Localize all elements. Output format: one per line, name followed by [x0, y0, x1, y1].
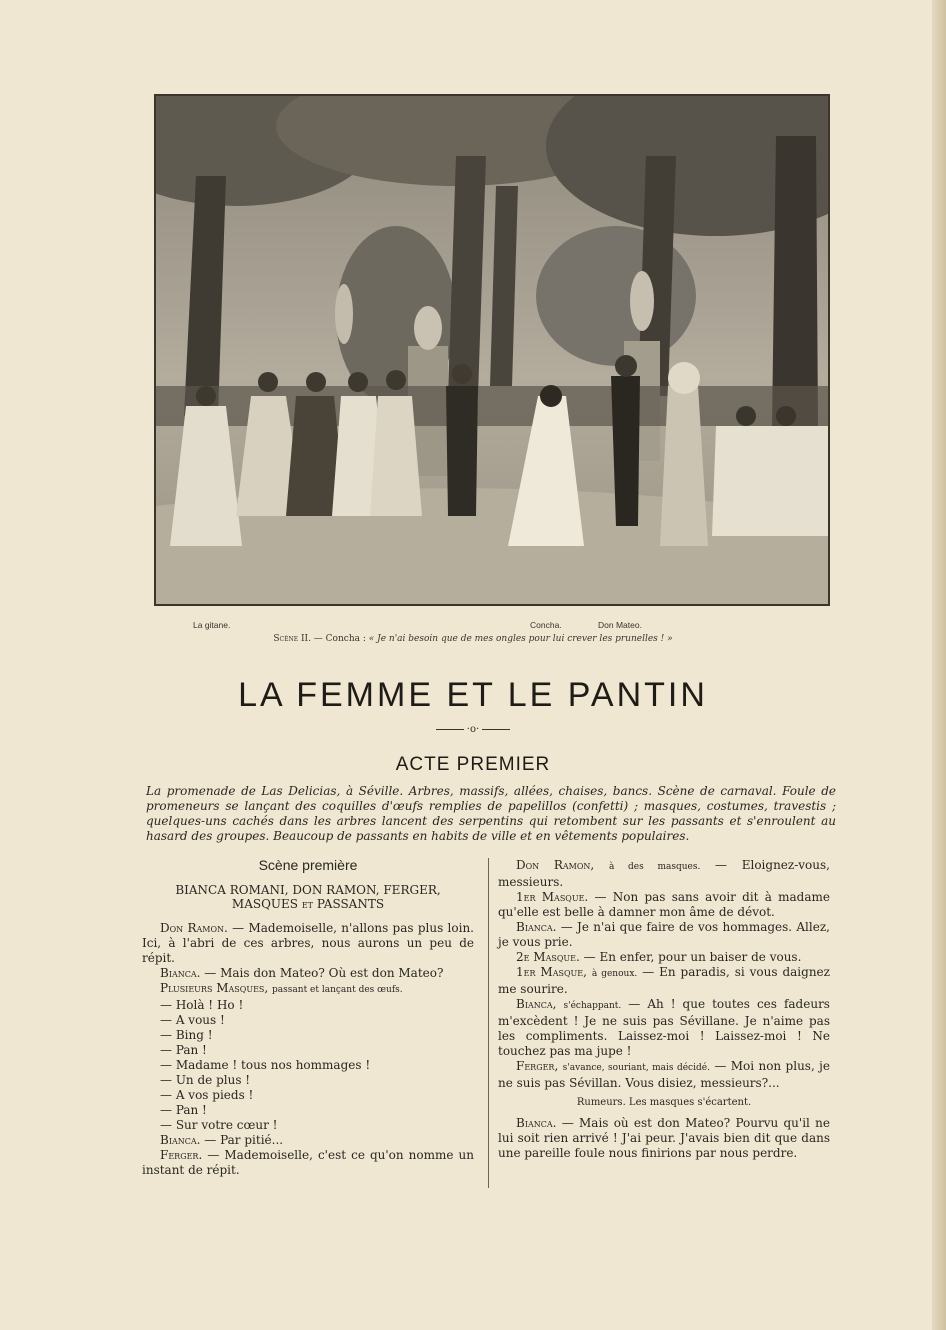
cry: — A vous !	[160, 1013, 225, 1027]
line-masque-1b: 1er Masque, à genoux. — En paradis, si vous daignez me sourire.	[498, 965, 830, 996]
line-bianca-2: Bianca. — Par pitié...	[160, 1133, 284, 1147]
scene-persons: BIANCA ROMANI, DON RAMON, FERGER, MASQUES et PASSANTS	[175, 883, 441, 911]
caption-speaker: Concha :	[325, 634, 366, 644]
stage-direction: La promenade de Las Delicias, à Séville. Arbres, massifs, allées, chaises, bancs. Scène de carnaval. Foule de promeneurs se lançant des coquilles d'œufs remplies de papelillos (confetti) ; masques, costumes, travestis ; quelques-uns cachés dans les arbres lancent des serpentins qui retombent sur les passants et s'enroulent au hasard des groupes. Beaucoup de passants en habits de ville et en vêtements populaires.	[146, 784, 836, 843]
caption-don-mateo: Don Mateo.	[598, 620, 642, 630]
line-masques: Plusieurs Masques, passant et lançant des œufs.	[160, 981, 403, 995]
photo-caption-names	[0, 620, 946, 634]
cry: — A vos pieds !	[160, 1088, 254, 1102]
line-bianca-5: Bianca. — Mais où est don Mateo? Pourvu qu'il ne lui soit rien arrivé ! J'ai peur. J'avais bien dit que dans une pareille foule nous finirions par nous perdre.	[498, 1116, 830, 1160]
caption-scene-label: Scène II.	[273, 634, 311, 644]
title-ornament: ·o·	[0, 724, 946, 735]
cry: — Un de plus !	[160, 1073, 251, 1087]
cry: — Madame ! tous nos hommages !	[160, 1058, 371, 1072]
cry: — Pan !	[160, 1103, 207, 1117]
caption-gitane: La gitane.	[193, 620, 231, 630]
line-ferger-1: Ferger. — Mademoiselle, c'est ce qu'on nomme un instant de répit.	[142, 1148, 474, 1177]
line-ferger-2: Ferger, s'avance, souriant, mais décidé. — Moi non plus, je ne suis pas Sévillan. Vous disiez, messieurs?...	[498, 1059, 830, 1090]
play-title: LA FEMME ET LE PANTIN	[238, 676, 708, 714]
text-column-right	[498, 858, 830, 1161]
cry: — Sur votre cœur !	[160, 1118, 278, 1132]
photograph-scene	[156, 96, 828, 604]
text-column-left	[142, 858, 474, 1178]
line-bianca-1: Bianca. — Mais don Mateo? Où est don Mateo?	[160, 966, 444, 980]
caption-concha: Concha.	[530, 620, 562, 630]
line-bianca-4: Bianca, s'échappant. — Ah ! que toutes ces fadeurs m'excèdent ! Je ne suis pas Sévillane. Je n'aime pas les compliments. Laissez-moi ! Laissez-moi ! Ne touchez pas ma jupe !	[498, 997, 830, 1058]
line-bianca-3: Bianca. — Je n'ai que faire de vos hommages. Allez, je vous prie.	[498, 920, 830, 949]
photo-caption: Scène II. — Concha : « Je n'ai besoin que de mes ongles pour lui crever les prunelles ! »	[273, 634, 673, 644]
page-edge	[932, 0, 946, 1330]
line-ramon-1: Don Ramon. — Mademoiselle, n'allons pas plus loin. Ici, à l'abri de ces arbres, nous aurons un peu de répit.	[142, 921, 474, 965]
stage-note-rumeurs: Rumeurs. Les masques s'écartent.	[576, 1097, 752, 1108]
line-masque-2: 2e Masque. — En enfer, pour un baiser de vous.	[516, 950, 802, 964]
column-divider	[488, 858, 489, 1188]
stage-photograph	[154, 94, 830, 606]
caption-quote: « Je n'ai besoin que de mes ongles pour lui crever les prunelles ! »	[368, 634, 673, 644]
line-masque-1: 1er Masque. — Non pas sans avoir dit à madame qu'elle est belle à damner mon âme de dévot.	[498, 890, 830, 919]
act-heading: ACTE PREMIER	[395, 754, 551, 775]
cry: — Pan !	[160, 1043, 207, 1057]
scene-heading: Scène première	[258, 857, 358, 873]
line-ramon-2: Don Ramon, à des masques. — Eloignez-vous, messieurs.	[498, 858, 830, 889]
cry: — Bing !	[160, 1028, 213, 1042]
cry: — Holà ! Ho !	[160, 998, 244, 1012]
